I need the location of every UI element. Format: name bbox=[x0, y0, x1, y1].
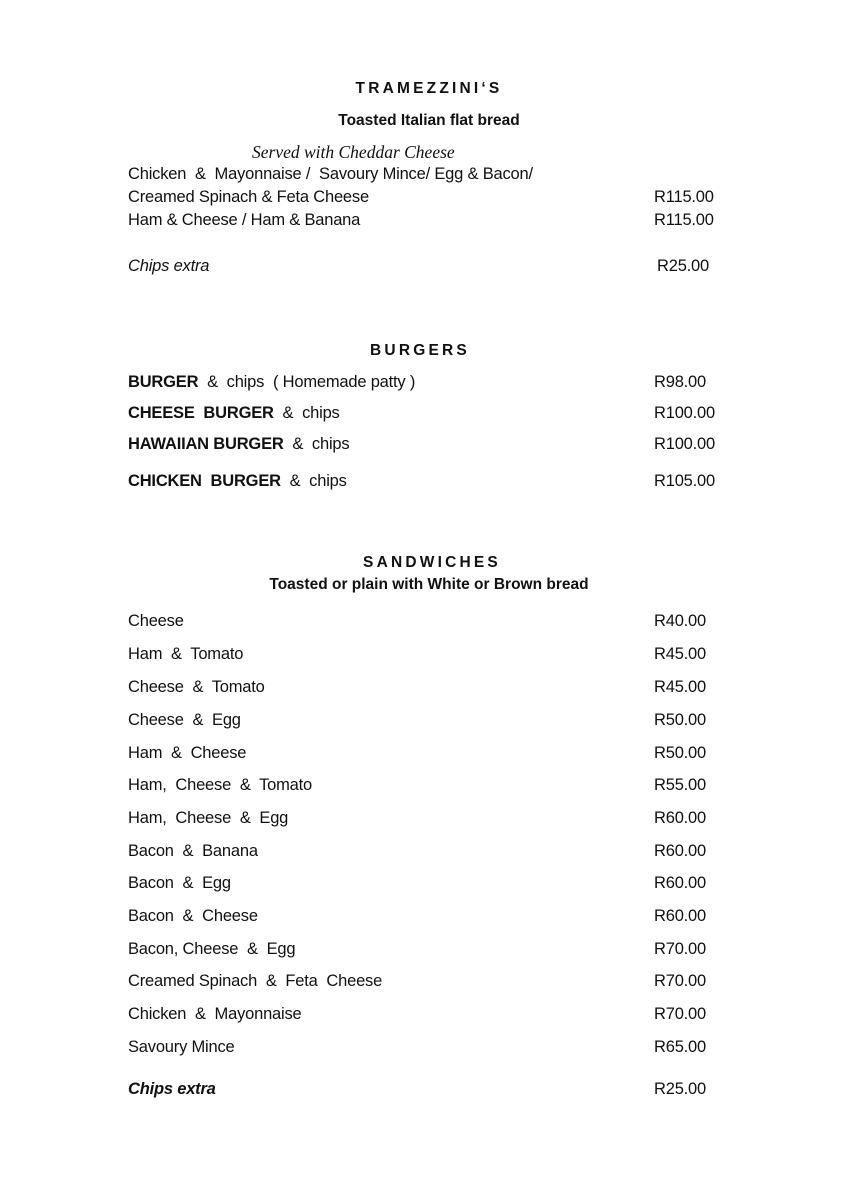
hawaiian-burger-item-price: R100.00 bbox=[654, 435, 715, 453]
sandwich-item-name: Savoury Mince bbox=[128, 1038, 235, 1056]
tramezzini-line-3-price: R115.00 bbox=[654, 211, 714, 229]
sandwich-item-price: R40.00 bbox=[654, 612, 707, 630]
sandwich-item-price: R70.00 bbox=[654, 940, 707, 958]
tramezzini-line-2-price: R115.00 bbox=[654, 188, 714, 206]
burger-item bbox=[128, 373, 415, 392]
sandwich-item-name: Ham, Cheese & Egg bbox=[128, 809, 289, 827]
sandwich-item-price: R60.00 bbox=[654, 842, 707, 860]
tramezzini-line-3: Ham & Cheese / Ham & Banana bbox=[128, 211, 361, 229]
cheese-burger-item-price: R100.00 bbox=[654, 404, 715, 422]
sandwiches-chips-extra-price: R25.00 bbox=[654, 1080, 707, 1098]
sandwich-item-name: Creamed Spinach & Feta Cheese bbox=[128, 972, 383, 990]
burger-item-desc: & chips ( Homemade patty ) bbox=[198, 373, 416, 391]
sandwich-item-name: Chicken & Mayonnaise bbox=[128, 1005, 302, 1023]
burger-item-price: R98.00 bbox=[654, 373, 707, 391]
sandwiches-heading: SANDWICHES bbox=[363, 554, 501, 571]
cheese-burger-item bbox=[128, 404, 340, 423]
hawaiian-burger-item-desc: & chips bbox=[283, 435, 350, 453]
sandwich-item-price: R70.00 bbox=[654, 972, 707, 990]
chicken-burger-item bbox=[128, 472, 347, 491]
sandwich-item-price: R50.00 bbox=[654, 744, 707, 762]
chicken-burger-item-desc: & chips bbox=[280, 472, 347, 490]
sandwich-item-price: R45.00 bbox=[654, 645, 707, 663]
chicken-burger-item-name: CHICKEN BURGER bbox=[128, 472, 281, 490]
sandwiches-chips-extra: Chips extra bbox=[128, 1080, 216, 1098]
tramezzini-chips-extra-price: R25.00 bbox=[657, 257, 710, 275]
sandwich-item-price: R60.00 bbox=[654, 907, 707, 925]
sandwich-item-name: Cheese & Tomato bbox=[128, 678, 265, 696]
sandwich-item-price: R60.00 bbox=[654, 809, 707, 827]
chicken-burger-item-price: R105.00 bbox=[654, 472, 715, 490]
sandwich-item-name: Ham, Cheese & Tomato bbox=[128, 776, 313, 794]
sandwiches-subheading: Toasted or plain with White or Brown bread bbox=[269, 576, 589, 593]
tramezzini-subheading: Toasted Italian flat bread bbox=[338, 112, 520, 129]
sandwich-item-name: Bacon & Banana bbox=[128, 842, 258, 860]
sandwich-item-name: Bacon, Cheese & Egg bbox=[128, 940, 296, 958]
tramezzini-note: Served with Cheddar Cheese bbox=[252, 142, 455, 162]
sandwich-item-name: Bacon & Cheese bbox=[128, 907, 258, 925]
sandwich-item-name: Ham & Tomato bbox=[128, 645, 244, 663]
sandwich-item-price: R70.00 bbox=[654, 1005, 707, 1023]
burger-item-name: BURGER bbox=[128, 373, 199, 391]
sandwich-item-price: R65.00 bbox=[654, 1038, 707, 1056]
tramezzini-line-2: Creamed Spinach & Feta Cheese bbox=[128, 188, 369, 206]
tramezzini-line-1: Chicken & Mayonnaise / Savoury Mince/ Egg & Bacon/ bbox=[128, 165, 533, 183]
hawaiian-burger-item-name: HAWAIIAN BURGER bbox=[128, 435, 284, 453]
sandwich-item-price: R60.00 bbox=[654, 874, 707, 892]
tramezzini-chips-extra: Chips extra bbox=[128, 257, 210, 275]
cheese-burger-item-desc: & chips bbox=[273, 404, 340, 422]
sandwich-item-price: R50.00 bbox=[654, 711, 707, 729]
tramezzini-heading: TRAMEZZINI‘S bbox=[355, 80, 503, 97]
sandwich-item-name: Cheese bbox=[128, 612, 184, 630]
sandwich-item-price: R45.00 bbox=[654, 678, 707, 696]
sandwich-item-name: Bacon & Egg bbox=[128, 874, 231, 892]
hawaiian-burger-item bbox=[128, 435, 349, 454]
sandwich-item-price: R55.00 bbox=[654, 776, 707, 794]
burgers-heading: BURGERS bbox=[370, 342, 470, 359]
cheese-burger-item-name: CHEESE BURGER bbox=[128, 404, 274, 422]
sandwich-item-name: Cheese & Egg bbox=[128, 711, 241, 729]
sandwich-item-name: Ham & Cheese bbox=[128, 744, 247, 762]
